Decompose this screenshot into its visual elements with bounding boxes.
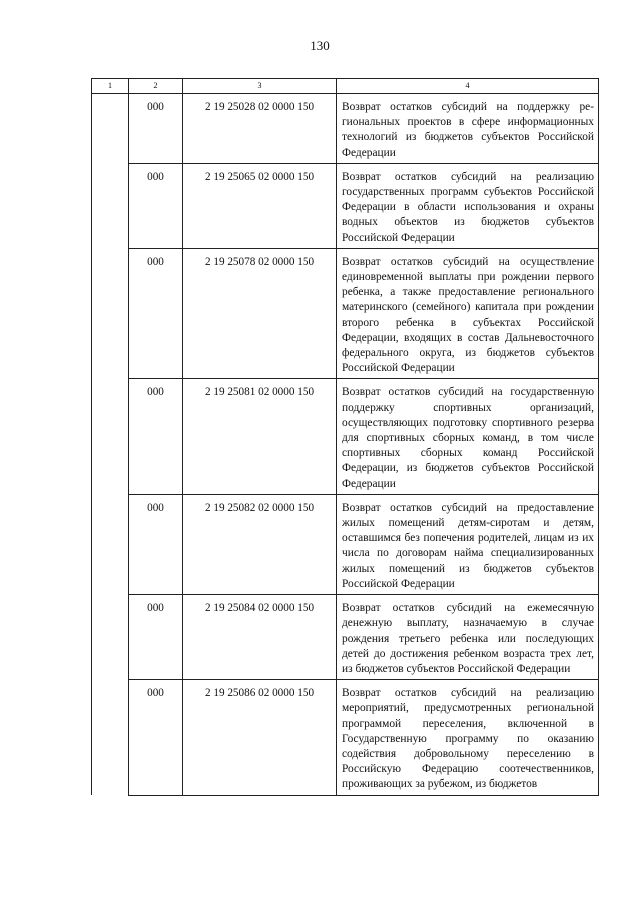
description-cell: Возврат остатков субсидий на поддержку региональных проектов в сфере информационных технологий из бюджетов субъектов Российской Федерации bbox=[337, 94, 599, 164]
admin-code-cell: 000 bbox=[129, 163, 183, 248]
page-number: 130 bbox=[310, 38, 330, 53]
column-number-row bbox=[92, 79, 599, 94]
table-row bbox=[92, 248, 599, 379]
kbk-code-cell: 2 19 25086 02 0000 150 bbox=[183, 680, 337, 795]
group-column-cell bbox=[92, 94, 129, 796]
kbk-code-cell: 2 19 25081 02 0000 150 bbox=[183, 379, 337, 494]
table-row bbox=[92, 379, 599, 494]
admin-code-cell: 000 bbox=[129, 94, 183, 164]
table-row bbox=[92, 680, 599, 795]
kbk-code-cell: 2 19 25078 02 0000 150 bbox=[183, 248, 337, 379]
description-cell: Возврат остатков субсидий на осуществление единовременной выплаты при рождении первого ребенка, а также предоставление регионального материнского (семейного) капитала при рождении второго ребенка в субъектах Российской Федерации, входящих в состав Дальневосточного федерального округа, из бюджетов субъектов Российской Федерации bbox=[337, 248, 599, 379]
admin-code-cell: 000 bbox=[129, 680, 183, 795]
description-cell: Возврат остатков субсидий на предоставление жилых помещений детям-сиротам и детям, оставшимся без попечения родителей, лицам из их числа по договорам найма специализированных жилых помещений из бюджетов субъектов Российской Федерации bbox=[337, 494, 599, 594]
admin-code-cell: 000 bbox=[129, 379, 183, 494]
table-row bbox=[92, 494, 599, 594]
column-number: 4 bbox=[337, 79, 599, 94]
description-cell: Возврат остатков субсидий на реализацию мероприятий, предусмотренных региональной программой переселения, включенной в Государственную программу по оказанию содействия добровольному переселению в Российскую Федерацию соотечественников, проживающих за рубежом, из бюджетов bbox=[337, 680, 599, 795]
admin-code-cell: 000 bbox=[129, 595, 183, 680]
admin-code-cell: 000 bbox=[129, 248, 183, 379]
kbk-code-cell: 2 19 25028 02 0000 150 bbox=[183, 94, 337, 164]
admin-code-cell: 000 bbox=[129, 494, 183, 594]
budget-classification-table bbox=[91, 78, 599, 796]
description-cell: Возврат остатков субсидий на ежемесячную денежную выплату, назначаемую в случае рождения третьего ребенка или последующих детей до достижения ребенком возраста трех лет, из бюджетов субъектов Российской Федерации bbox=[337, 595, 599, 680]
description-cell: Возврат остатков субсидий на реализацию государственных программ субъектов Российской Федерации в области использования и охраны водных объектов из бюджетов субъектов Российской Федерации bbox=[337, 163, 599, 248]
kbk-code-cell: 2 19 25082 02 0000 150 bbox=[183, 494, 337, 594]
kbk-code-cell: 2 19 25084 02 0000 150 bbox=[183, 595, 337, 680]
description-cell: Возврат остатков субсидий на государственную поддержку спортивных организаций, осуществляющих подготовку спортивного резерва для спортивных сборных команд, в том числе спортивных сборных команд Российской Федерации, из бюджетов субъектов Российской Федерации bbox=[337, 379, 599, 494]
column-number: 3 bbox=[183, 79, 337, 94]
table-row bbox=[92, 595, 599, 680]
kbk-code-cell: 2 19 25065 02 0000 150 bbox=[183, 163, 337, 248]
table-row bbox=[92, 94, 599, 164]
table-row bbox=[92, 163, 599, 248]
column-number: 2 bbox=[129, 79, 183, 94]
column-number: 1 bbox=[92, 79, 129, 94]
